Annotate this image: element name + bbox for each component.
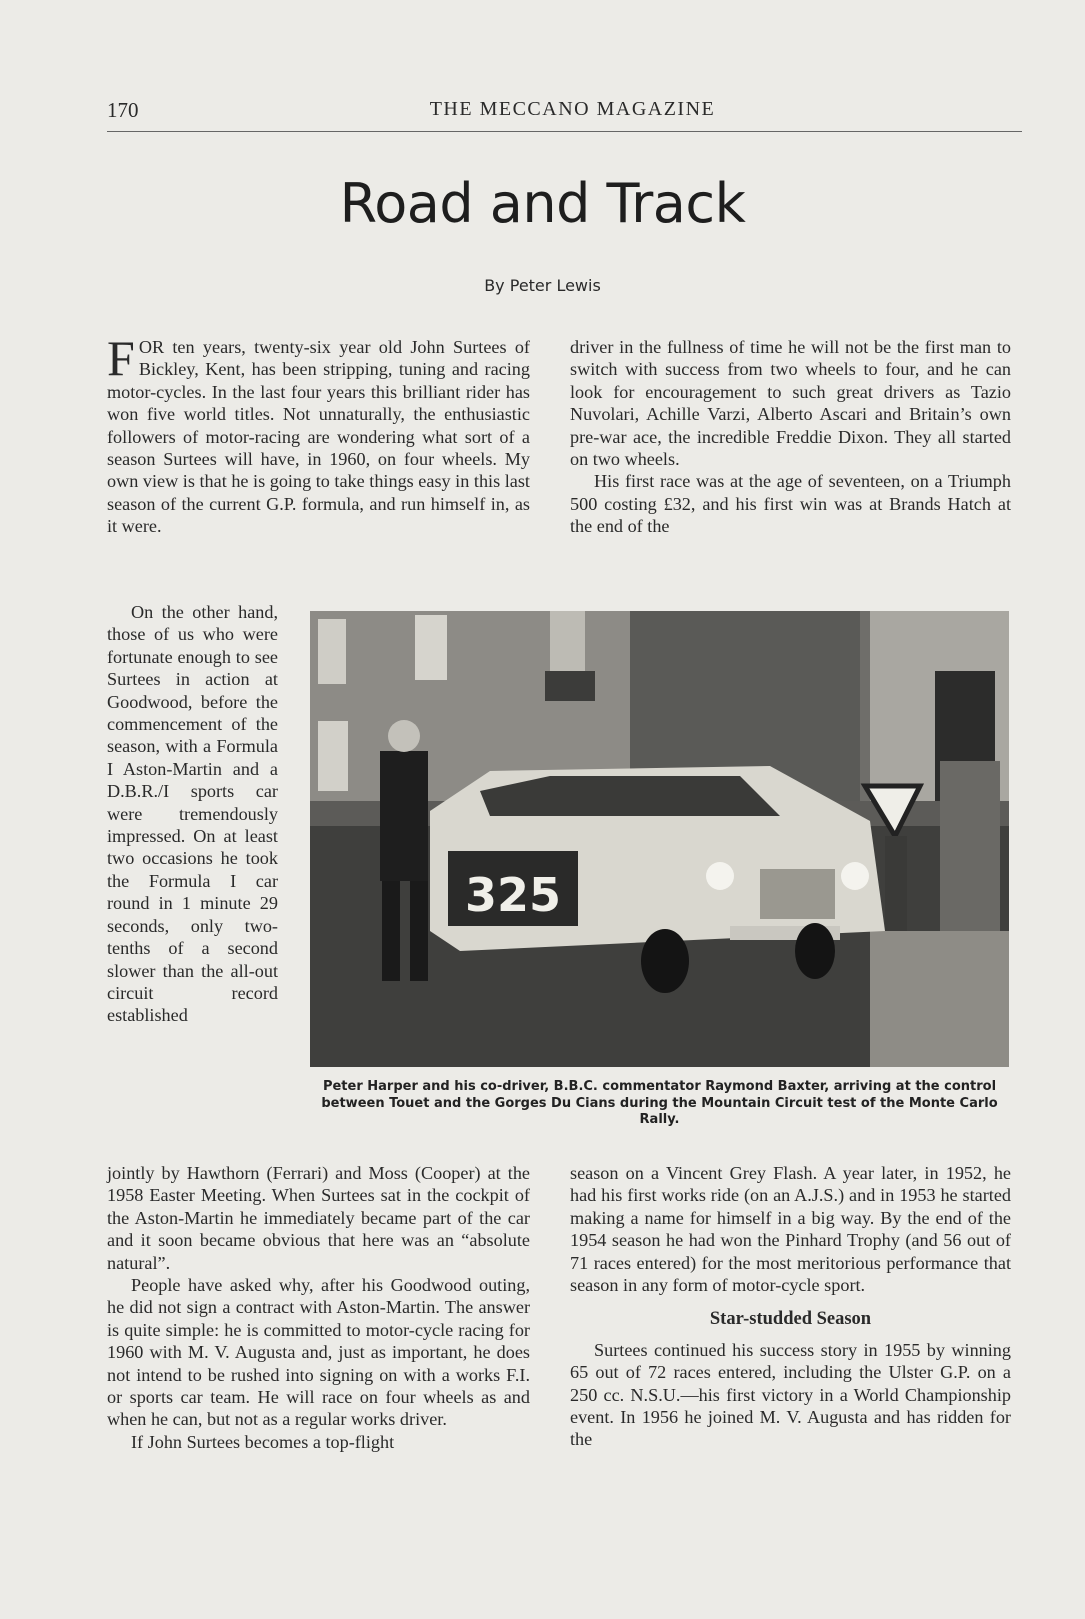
paragraph-3: People have asked why, after his Goodwood outing, he did not sign a contract with Aston-Martin. The answer is quite simple: he is committed to motor-cycle racing for 1960 with M. V. Augusta and, just as important, he does not intend to be rushed into signing on with a works F.I. or sports car team. He will race on four wheels as and when he can, but not as a regular works driver. [107,1275,530,1430]
photo-caption: Peter Harper and his co-driver, B.B.C. commentator Raymond Baxter, arriving at the control between Touet and the Gorges Du Cians during the Mountain Circuit test of the Monte Carlo Rally. [321,1079,998,1127]
paragraph-1-text: OR ten years, twenty-six year old John Surtees of Bickley, Kent, has been stripping, tuning and racing motor-cycles. In the last four years this brilliant rider has won five world titles. Not unnaturally, the enthusiastic followers of motor-racing are wondering what sort of a season Surtees will have, in 1960, on four wheels. My own view is that he is going to take things easy in this last season of the current G.P. formula, and run himself in, as it were. [107,337,530,537]
drop-cap: F [107,330,135,386]
article-title: Road and Track [339,172,746,235]
right-column-bottom [570,1162,1011,1451]
paragraph-2-start: On the other hand, those of us who were fortunate enough to see Surtees in action at Goodwood, before the commencement of the season, with a Formula I Aston-Martin and a D.B.R./I sports car were tremendously impressed. On at least two occasions he took the Formula I car round in 1 minute 29 seconds, only two-tenths of a second slower than the all-out circuit record established [107,602,278,1026]
left-column-narrow [107,601,278,1027]
paragraph-1 [107,330,530,538]
header-rule [107,131,1022,132]
running-head: THE MECCANO MAGAZINE [429,98,716,120]
paragraph-5: His first race was at the age of seventeen, on a Triumph 500 costing £32, and his first win was at Brands Hatch at the end of the [570,471,1011,537]
page-number: 170 [107,98,139,122]
right-column-top [570,336,1011,538]
car-number: 325 [464,868,562,922]
left-column-bottom [107,1162,530,1453]
rally-photo-illustration [310,611,1009,1067]
left-column-top [107,330,530,538]
paragraph-5-continued: season on a Vincent Grey Flash. A year later, in 1952, he had his first works ride (on an A.J.S.) and in 1953 he started making a name for himself in a big way. By the end of the 1954 season he had won the Pinhard Trophy (and 56 out of 71 races entered) for the most meritorious performance that season in any form of motor-cycle sport. [570,1163,1011,1296]
paragraph-4-continued: driver in the fullness of time he will not be the first man to switch with success from two wheels to four, and he can look for encouragement to such great drivers as Tazio Nuvolari, Achille Varzi, Alberto Ascari and Britain’s own pre-war ace, the incredible Freddie Dixon. They all started on two wheels. [570,337,1011,470]
article-byline: By Peter Lewis [484,276,601,295]
paragraph-6: Surtees continued his success story in 1955 by winning 65 out of 72 races entered, including the Ulster G.P. on a 250 cc. N.S.U.—his first victory in a World Championship event. In 1956 he joined M. V. Augusta and has ridden for the [570,1339,1011,1450]
paragraph-2-continued: jointly by Hawthorn (Ferrari) and Moss (Cooper) at the 1958 Easter Meeting. When Surtees sat in the cockpit of the Aston-Martin he immediately became part of the car and it soon became obvious that here was an “absolute natural”. [107,1163,530,1273]
section-subheading: Star-studded Season [709,1309,872,1330]
rally-photo [310,611,1009,1067]
paragraph-4-start: If John Surtees becomes a top-flight [131,1431,395,1452]
